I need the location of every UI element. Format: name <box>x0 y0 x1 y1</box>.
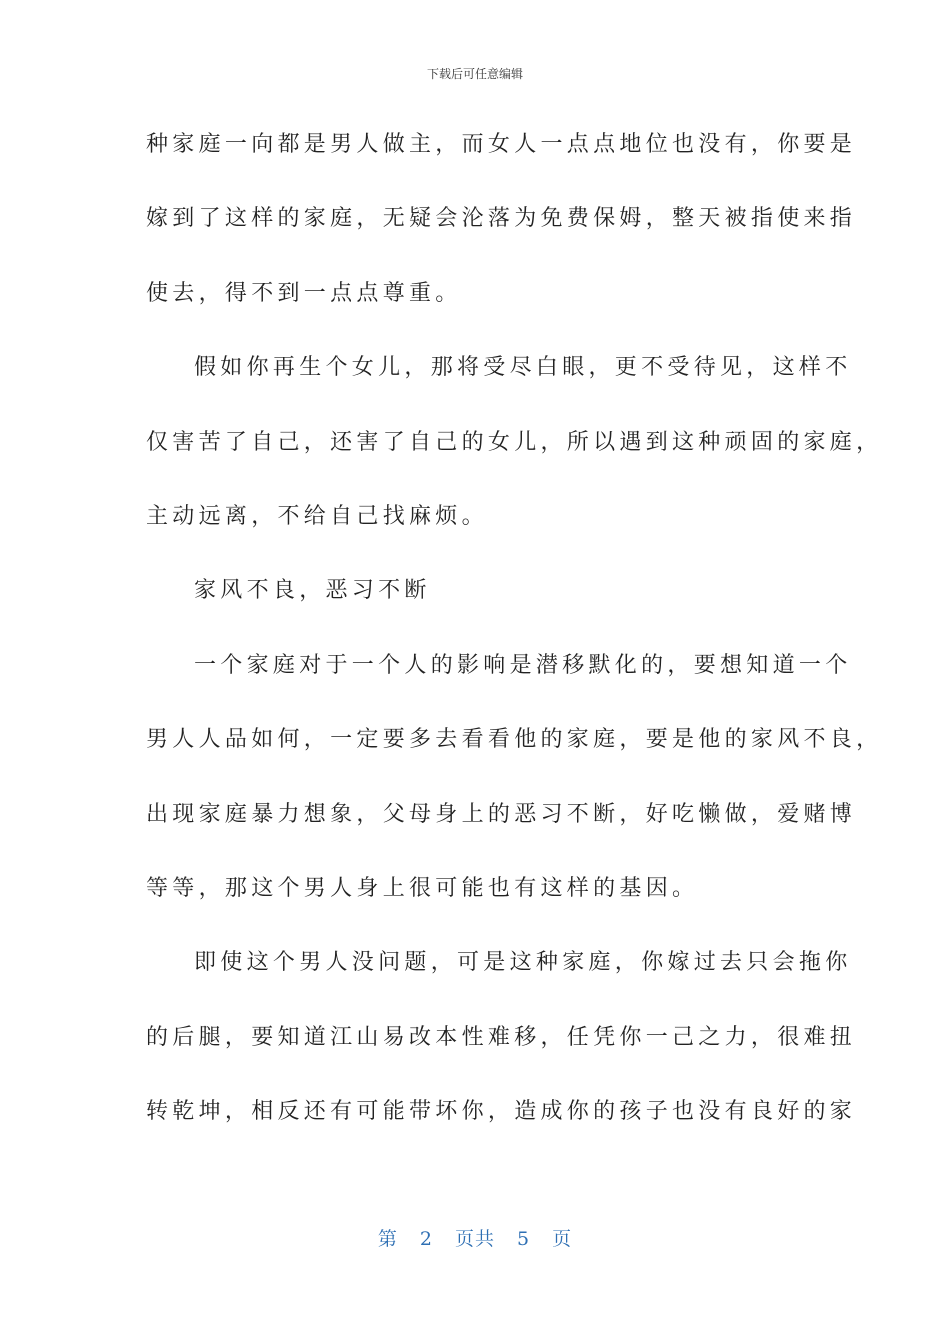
section-heading: 家风不良，恶习不断 <box>194 578 431 604</box>
paragraph-line: 等等，那这个男人身上很可能也有这样的基因。 <box>146 875 699 901</box>
paragraph-line: 的后腿，要知道江山易改本性难移，任凭你一己之力，很难扭 <box>146 1024 857 1050</box>
paragraph-line: 仅害苦了自己，还害了自己的女儿，所以遇到这种顽固的家庭， <box>146 429 883 455</box>
paragraph-line: 主动远离，不给自己找麻烦。 <box>146 503 488 529</box>
paragraph-line: 转乾坤，相反还有可能带坏你，造成你的孩子也没有良好的家 <box>146 1099 857 1125</box>
paragraph-line: 即使这个男人没问题，可是这种家庭，你嫁过去只会拖你 <box>194 950 852 976</box>
page-footer <box>0 1226 950 1252</box>
paragraph-line: 种家庭一向都是男人做主，而女人一点点地位也没有，你要是 <box>146 132 857 157</box>
paragraph-line: 假如你再生个女儿，那将受尽白眼，更不受待见，这样不 <box>194 355 852 381</box>
footer-current-page: 2 <box>419 1228 433 1250</box>
document-body <box>146 118 883 1159</box>
footer-suffix: 页 <box>552 1228 573 1250</box>
footer-middle: 页共 <box>454 1228 495 1250</box>
paragraph-line: 使去，得不到一点点尊重。 <box>146 280 462 306</box>
paragraph-line: 一个家庭对于一个人的影响是潜移默化的，要想知道一个 <box>194 652 852 678</box>
paragraph-line: 男人人品如何，一定要多去看看他的家庭，要是他的家风不良， <box>146 727 883 753</box>
paragraph-line: 出现家庭暴力想象，父母身上的恶习不断，好吃懒做，爱赌博 <box>146 801 857 827</box>
paragraph-line: 嫁到了这样的家庭，无疑会沦落为免费保姆，整天被指使来指 <box>146 206 857 232</box>
footer-total-pages: 5 <box>517 1228 531 1250</box>
page-header: 下载后可任意编辑 <box>426 67 523 81</box>
footer-prefix: 第 <box>377 1228 398 1250</box>
